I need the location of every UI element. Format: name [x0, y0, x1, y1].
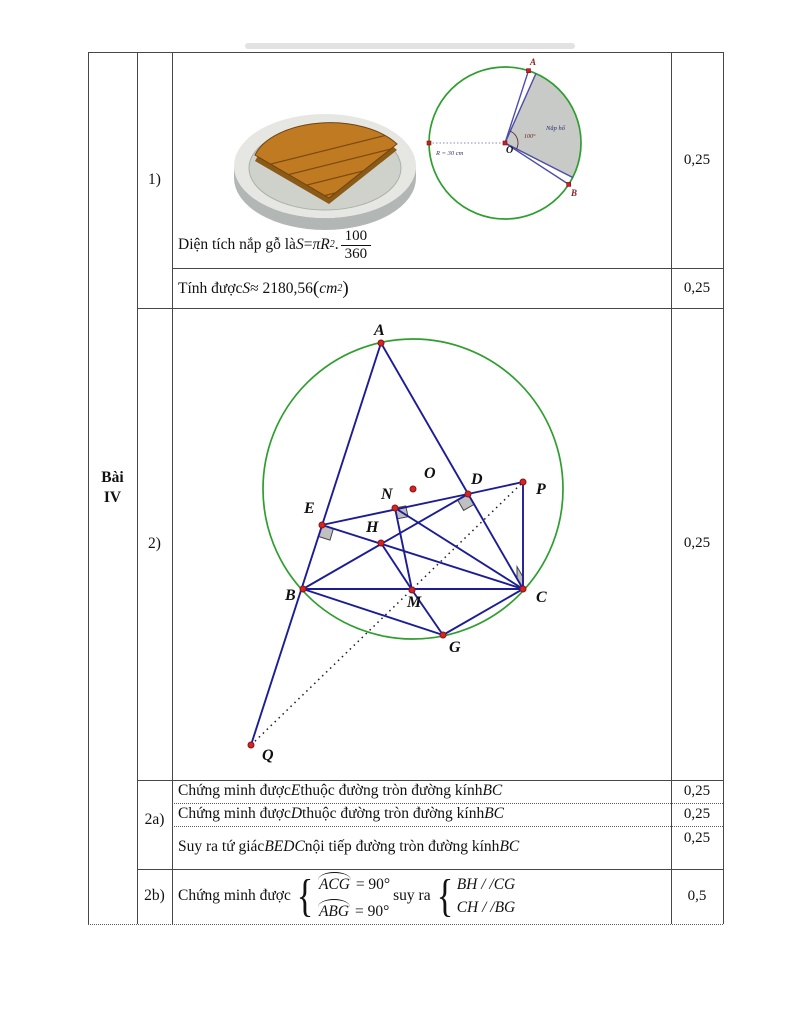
brace-group [294, 872, 390, 921]
text-run: thuộc đường tròn đường kính [300, 782, 483, 799]
text-run: cm [319, 280, 338, 297]
point-label-G: G [449, 639, 461, 656]
point-O [410, 486, 416, 492]
score-cell: 0,25 [683, 151, 711, 168]
sector-diagram [420, 55, 615, 230]
text-run: S [295, 236, 304, 253]
figure-label: B [571, 188, 578, 198]
text-run: D [290, 805, 303, 822]
point-M [409, 587, 415, 593]
statement-proof-2b [178, 869, 518, 923]
score-cell: 0,25 [683, 782, 711, 799]
statement-area-value: Tính được S ≈ 2180,56 ( cm 2 ) [178, 278, 349, 299]
point-D [465, 491, 471, 497]
text-run: suy ra [393, 887, 431, 904]
point-N [392, 505, 398, 511]
segment-AC [381, 343, 523, 589]
point-label-M: M [407, 594, 422, 611]
brace-group [434, 870, 516, 922]
statement-proof-bedc [178, 835, 519, 859]
left-brace: { [296, 870, 314, 922]
point-label-A: A [374, 322, 385, 339]
text-run: = [303, 236, 313, 253]
part-label-2b: 2b) [144, 887, 165, 904]
text-run: Diện tích nắp gỗ là [178, 236, 296, 253]
text-run: thuộc đường tròn đường kính [302, 805, 485, 822]
text-run: = 90° [351, 875, 391, 893]
brace-line [317, 899, 390, 921]
text-run: Chứng minh được [178, 782, 291, 799]
table-border [723, 52, 724, 924]
text-run: Chứng minh được [178, 805, 291, 822]
point-label-O: O [424, 465, 436, 482]
part-label-2a: 2a) [144, 811, 165, 828]
score-cell: 0,25 [683, 805, 711, 822]
text-run: BC [482, 782, 503, 799]
segment-BG [303, 589, 443, 635]
text-run: Suy ra tứ giác [178, 838, 265, 855]
text-run: nội tiếp đường tròn đường kính [304, 838, 500, 855]
segment-EC [322, 525, 523, 589]
fraction-numerator: 100 [341, 228, 372, 246]
figure-label: A [530, 57, 537, 67]
angle-hat: ABG [317, 899, 351, 921]
figure-label: 100° [524, 134, 536, 140]
part-label-2: 2) [148, 535, 161, 552]
score-cell: 0,25 [683, 534, 711, 551]
point-label-E: E [304, 500, 315, 517]
point-E [319, 522, 325, 528]
point-P [520, 479, 526, 485]
score-cell: 0,5 [687, 887, 707, 904]
text-run: E [290, 782, 301, 799]
text-run: . [334, 236, 339, 253]
point-H [378, 540, 384, 546]
brace-lines [457, 876, 516, 917]
scan-artifact [245, 43, 575, 49]
score-cell: 0,25 [683, 829, 711, 846]
point-A [378, 340, 384, 346]
point-label-H: H [366, 519, 379, 536]
brace-line [457, 876, 516, 894]
segment-NC [395, 508, 523, 589]
well-lid-photo [225, 88, 425, 236]
point-marker [527, 69, 531, 73]
statement-proof-d [178, 802, 504, 826]
brace-line [317, 872, 390, 894]
question-number-line: IV [103, 489, 122, 506]
table-border [88, 52, 723, 53]
text-run: ≈ 2180,56 [250, 280, 313, 297]
point-label-N: N [381, 486, 393, 503]
text-run: ( [312, 278, 320, 299]
text-run: π [312, 236, 321, 253]
geometry-diagram [172, 309, 671, 779]
table-border [172, 268, 723, 269]
text-run: Tính được [178, 280, 243, 297]
point-label-C: C [536, 589, 547, 606]
figure-label: O [506, 145, 514, 156]
point-label-P: P [536, 481, 546, 498]
point-label-Q: Q [262, 747, 274, 764]
left-brace: { [436, 870, 453, 922]
question-number-line: Bài [101, 468, 124, 486]
text-run: BC [484, 805, 505, 822]
text-run: BC [499, 838, 520, 855]
text-run: R [320, 236, 330, 253]
point-G [440, 632, 446, 638]
brace-lines [317, 872, 390, 921]
figure-label: R = 30 cm [436, 150, 464, 157]
segment-AQ [251, 343, 381, 745]
figure-label: Nắp hố [546, 125, 565, 132]
score-cell: 0,25 [683, 279, 711, 296]
text-run: Chứng minh được [178, 887, 291, 904]
table-border-dotted [172, 826, 723, 827]
point-Q [248, 742, 254, 748]
point-label-D: D [471, 471, 483, 488]
statement-proof-e [178, 779, 502, 803]
text-run: = 90° [351, 902, 390, 920]
question-number-cell [89, 458, 136, 518]
table-border-dotted [88, 924, 723, 925]
text-run: S [242, 280, 251, 297]
brace-line [457, 899, 516, 917]
point-marker [567, 182, 571, 186]
segment-CG [443, 589, 523, 635]
point-C [520, 586, 526, 592]
point-label-B: B [285, 587, 296, 604]
text-run: CH / /BG [456, 898, 516, 916]
point-marker [427, 141, 431, 145]
text-run: ) [342, 278, 349, 299]
part-label-1: 1) [148, 171, 161, 188]
statement-area-formula: Diện tích nắp gỗ là S = π R 2 . $\frac{100}{360}$ [178, 222, 371, 268]
fraction-denominator: 360 [344, 245, 368, 262]
text-run: BEDC [264, 838, 305, 855]
text-run: BH / /CG [456, 875, 516, 893]
point-B [300, 586, 306, 592]
angle-hat: ACG [317, 872, 352, 894]
